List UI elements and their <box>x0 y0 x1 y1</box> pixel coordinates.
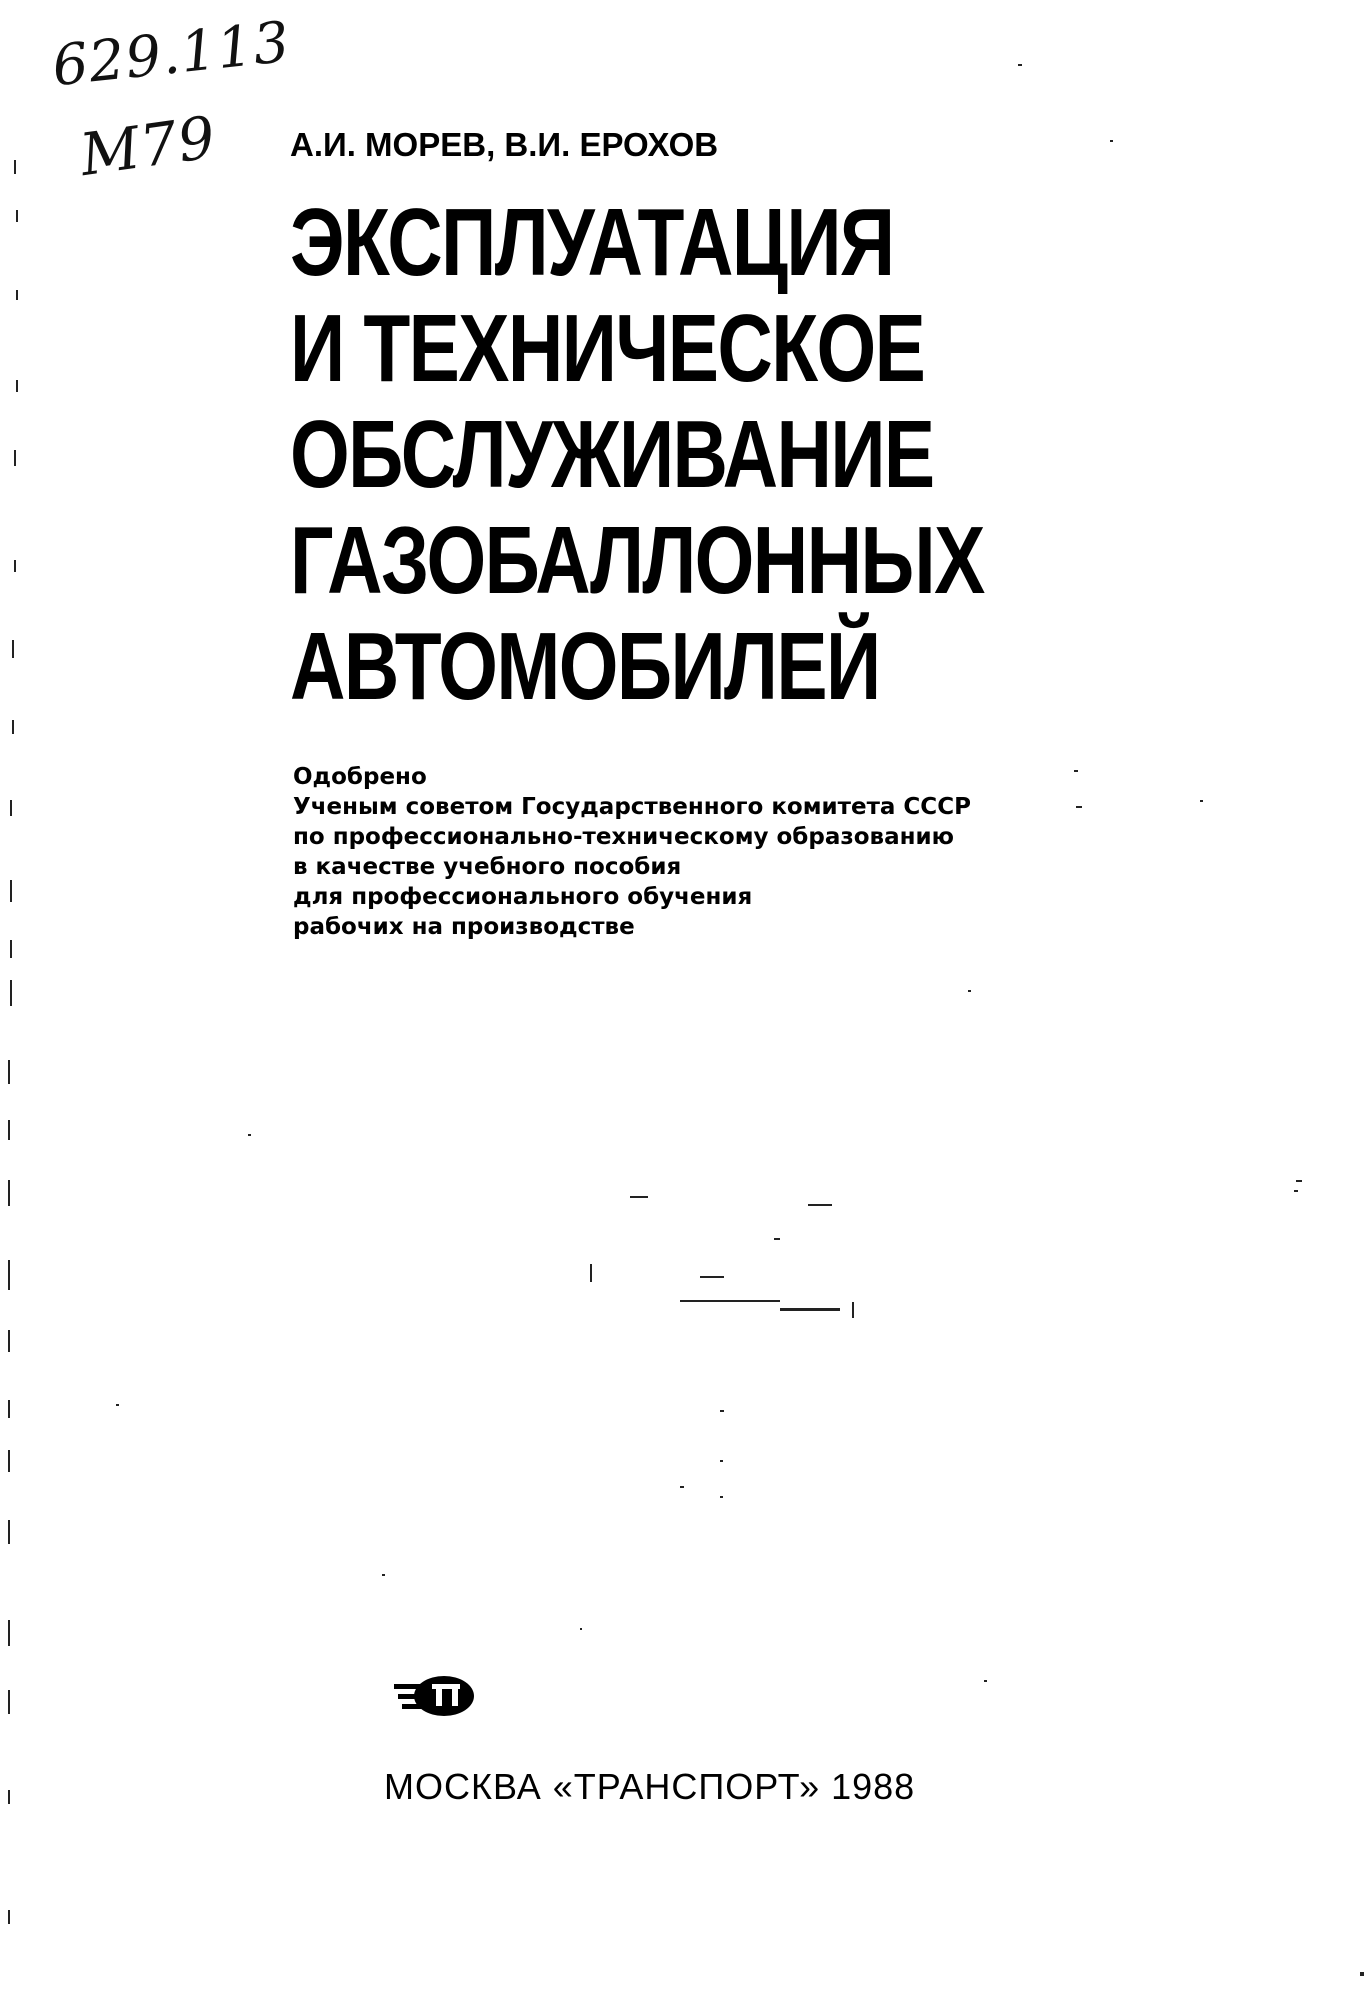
book-title <box>290 190 984 720</box>
approval-line: по профессионально-техническому образованию <box>293 824 954 850</box>
approval-line: в качестве учебного пособия <box>293 854 682 880</box>
handwritten-classification-line2: М79 <box>75 102 221 190</box>
approval-line: для профессионального обучения <box>293 884 753 910</box>
handwritten-classification-line1: 629.113 <box>49 9 294 100</box>
approval-line: Ученым советом Государственного комитета СССР <box>293 794 971 820</box>
approval-line: Одобрено <box>293 764 427 790</box>
approval-note <box>293 762 971 942</box>
title-line: ЭКСПЛУАТАЦИЯ <box>290 189 894 296</box>
title-line: АВТОМОБИЛЕЙ <box>290 613 880 720</box>
approval-line: рабочих на производстве <box>293 914 635 940</box>
publisher-imprint: МОСКВА «ТРАНСПОРТ» 1988 <box>384 1766 916 1807</box>
title-line: ГАЗОБАЛЛОННЫХ <box>290 507 984 614</box>
title-line: ОБСЛУЖИВАНИЕ <box>290 401 934 508</box>
authors: А.И. МОРЕВ, В.И. ЕРОХОВ <box>290 126 719 163</box>
transport-publisher-logo-icon <box>392 1670 482 1722</box>
title-line: И ТЕХНИЧЕСКОЕ <box>290 295 925 402</box>
